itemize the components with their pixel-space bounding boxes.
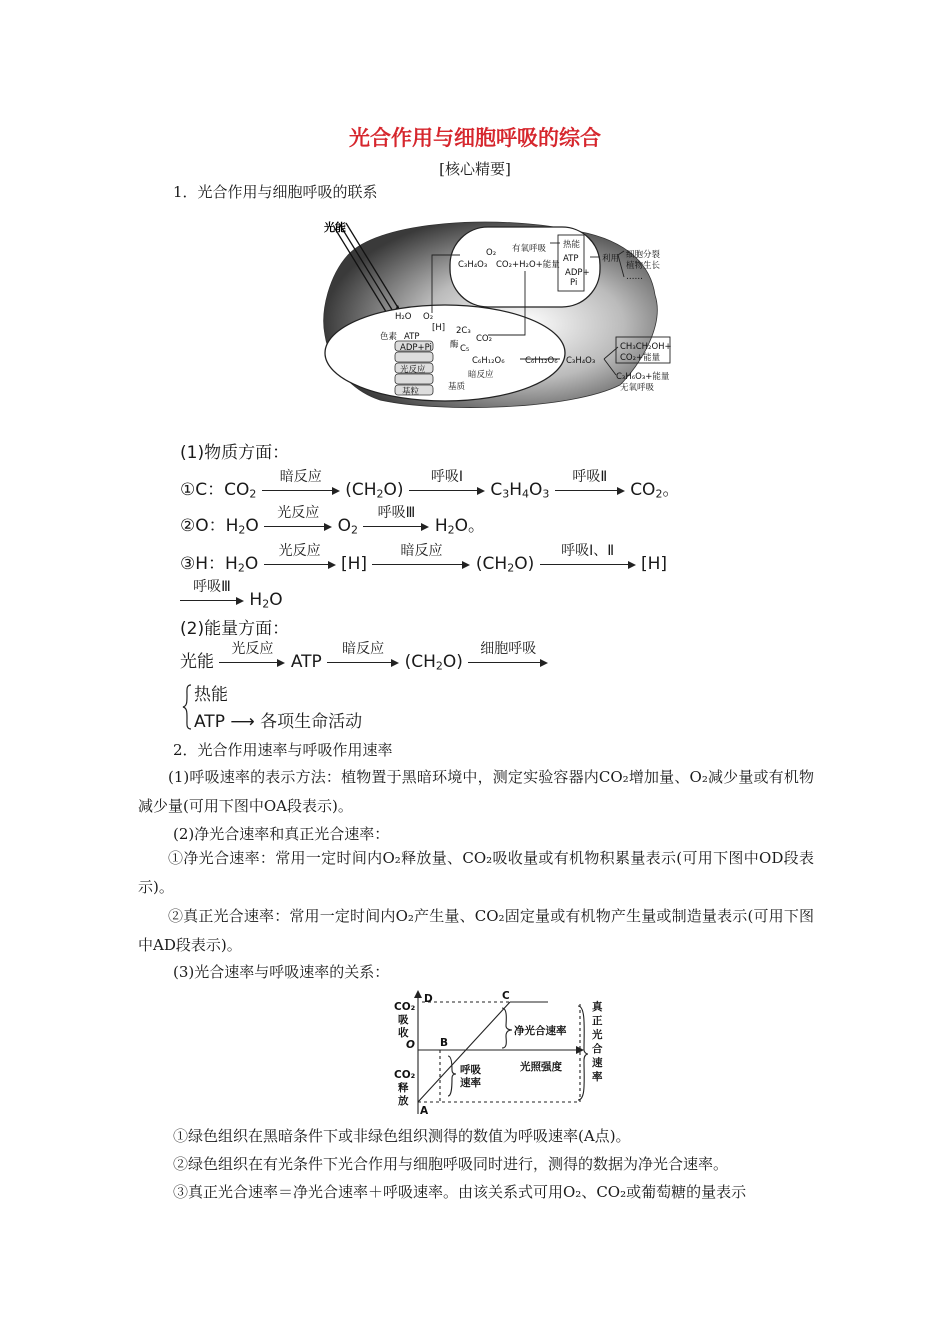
origin-label: O — [406, 1039, 415, 1051]
diagram-anaerobic: 无氧呼吸 — [620, 383, 655, 393]
material-heading: (1)物质方面： — [180, 443, 290, 463]
diagram-atp: ATP — [404, 332, 420, 342]
brace-icon — [182, 684, 192, 730]
diagram-c5: C₅ — [460, 344, 470, 354]
x-axis-label: 光照强度 — [520, 1061, 562, 1073]
paragraph-net-true-heading: (2)净光合速率和真正光合速率： — [173, 825, 390, 843]
paragraph-respiration-rate: (1)呼吸速率的表示方法：植物置于黑暗环境中，测定实验容器内CO₂增加量、O₂减少量或有机物减少量(可用下图中OA段表示)。 — [138, 768, 814, 815]
diagram-grana: 基粒 — [402, 387, 420, 397]
arrow-dark-reaction-3: 暗反应 — [327, 638, 399, 672]
diagram-c3: 2C₃ — [456, 326, 471, 336]
paragraph-relation-heading: (3)光合速率与呼吸速率的关系： — [173, 963, 390, 981]
diagram-co2: CO₂ — [476, 334, 493, 344]
energy-heat: 热能 — [194, 685, 228, 705]
diagram-use-3: …… — [626, 272, 643, 282]
section-tag: [核心精要] — [439, 160, 511, 178]
true-label-1: 真 — [592, 1001, 603, 1013]
diagram-c3h4o3: C₃H₄O₃ — [458, 260, 488, 270]
paragraph-true-rate: ②真正光合速率：常用一定时间内O₂产生量、CO₂固定量或有机物产生量或制造量表示(可用下图中AD段表示)。 — [138, 907, 814, 954]
diagram-c6-mid: C₆H₁₂O₆ — [525, 356, 558, 366]
paragraph-net-rate: ①净光合速率：常用一定时间内O₂释放量、CO₂吸收量或有机物积累量表示(可用下图中OD段表示)。 — [138, 849, 814, 896]
diagram-pi: Pi — [570, 278, 578, 288]
true-label-2: 正 — [592, 1015, 603, 1027]
diagram-alcohol: CH₃CH₂OH+ — [620, 342, 672, 352]
conclusion-1: ①绿色组织在黑暗条件下或非绿色组织测得的数值为呼吸速率(A点)。 — [173, 1127, 631, 1145]
equation-oxygen: ②O：$H_2O$ 光反应 $O_2$ 呼吸Ⅲ $H_2O$。 — [180, 502, 485, 542]
diagram-c3-mid: C₃H₄O₃ — [566, 356, 596, 366]
arrow-respiration-3: 呼吸Ⅲ — [363, 502, 429, 536]
diagram-enzyme: 酶 — [450, 340, 459, 350]
diagram-adppi: ADP+Pi — [400, 343, 432, 353]
net-rate-label: 净光合速率 — [514, 1025, 567, 1037]
y-top-co2: CO₂ — [394, 1001, 416, 1013]
true-label-3: 光 — [592, 1029, 603, 1041]
diagram-pigment: 色素 — [380, 332, 398, 342]
y-bottom-co2: CO₂ — [394, 1069, 416, 1081]
arrow-respiration-3b: 呼吸Ⅲ — [180, 576, 244, 610]
arrow-respiration-12: 呼吸Ⅰ、Ⅱ — [540, 540, 636, 574]
diagram-use: 利用 — [602, 254, 620, 264]
point-b: B — [440, 1037, 449, 1049]
diagram-h2o: H₂O — [395, 312, 412, 322]
arrow-light-reaction: 光反应 — [264, 502, 332, 536]
y-top-2: 吸 — [398, 1014, 409, 1026]
diagram-dark-reaction: 暗反应 — [468, 370, 494, 380]
arrow-light-reaction-3: 光反应 — [219, 638, 285, 672]
chloroplast — [325, 305, 565, 401]
diagram-use-1: 细胞分裂 — [626, 250, 661, 260]
diagram-h: [H] — [432, 323, 446, 333]
energy-heading: (2)能量方面： — [180, 619, 290, 639]
arrow-respiration-2: 呼吸Ⅱ — [555, 466, 625, 500]
section-1-heading: 1．光合作用与细胞呼吸的联系 — [173, 183, 378, 201]
diagram-o2-top: O₂ — [486, 248, 497, 258]
conclusion-3: ③真正光合速率＝净光合速率＋呼吸速率。由该关系式可用O₂、CO₂或葡萄糖的量表示 — [173, 1183, 747, 1201]
page-title: 光合作用与细胞呼吸的综合 — [349, 126, 601, 150]
equation-hydrogen-cont: 呼吸Ⅲ $H_2O$ — [180, 576, 283, 616]
equation-carbon: ①C：$CO_2$ 暗反应 $(CH_2O)$ 呼吸Ⅰ $C_3H_4O_3$ 呼吸Ⅱ $CO_2$。 — [180, 466, 679, 506]
diagram-aerobic: 有氧呼吸 — [512, 244, 547, 254]
arrow-light-reaction-2: 光反应 — [264, 540, 336, 574]
true-label-4: 合 — [592, 1043, 603, 1055]
equation-hydrogen: ③H：$H_2O$ 光反应 [H] 暗反应 $(CH_2O)$ 呼吸Ⅰ、Ⅱ [H] — [180, 540, 667, 580]
diagram-aerobic-product: CO₂+H₂O+能量 — [496, 260, 560, 270]
arrow-cell-respiration: 细胞呼吸 — [468, 638, 548, 672]
point-a: A — [420, 1105, 429, 1117]
point-d: D — [424, 993, 433, 1005]
rate-graph — [390, 990, 640, 1120]
resp-label-2: 速率 — [460, 1077, 481, 1089]
diagram-adp: ADP+ — [565, 268, 590, 278]
diagram-light-reaction: 光反应 — [400, 365, 426, 375]
true-label-6: 率 — [592, 1071, 603, 1083]
true-label-5: 速 — [592, 1057, 603, 1069]
diagram-light-label: 光能 — [324, 221, 346, 234]
y-bottom-2: 释 — [398, 1082, 409, 1094]
resp-label-1: 呼吸 — [460, 1064, 481, 1076]
photosynthesis-respiration-diagram — [320, 215, 700, 415]
point-c: C — [502, 990, 510, 1002]
arrow-dark-reaction: 暗反应 — [262, 466, 340, 500]
energy-atp-line: ATP ⟶ 各项生命活动 — [194, 712, 363, 732]
diagram-ch2o: C₆H₁₂O₆ — [472, 356, 505, 366]
equation-energy: 光能 光反应 ATP 暗反应 $(CH_2O)$ 细胞呼吸 — [180, 638, 548, 678]
y-top-3: 收 — [398, 1027, 409, 1039]
diagram-use-2: 植物生长 — [626, 261, 661, 271]
conclusion-2: ②绿色组织在有光条件下光合作用与细胞呼吸同时进行，测得的数据为净光合速率。 — [173, 1155, 729, 1173]
diagram-lactic: C₃H₆O₃+能量 — [616, 372, 670, 382]
arrow-dark-reaction-2: 暗反应 — [372, 540, 470, 574]
y-bottom-3: 放 — [398, 1095, 409, 1107]
diagram-alcohol-2: CO₂+能量 — [620, 353, 661, 363]
arrow-respiration-1: 呼吸Ⅰ — [409, 466, 485, 500]
diagram-heat: 热能 — [563, 240, 581, 250]
diagram-o2-left: O₂ — [423, 312, 434, 322]
section-2-heading: 2．光合作用速率与呼吸作用速率 — [173, 741, 393, 759]
diagram-stroma: 基质 — [448, 382, 466, 392]
diagram-atp2: ATP — [563, 254, 579, 264]
